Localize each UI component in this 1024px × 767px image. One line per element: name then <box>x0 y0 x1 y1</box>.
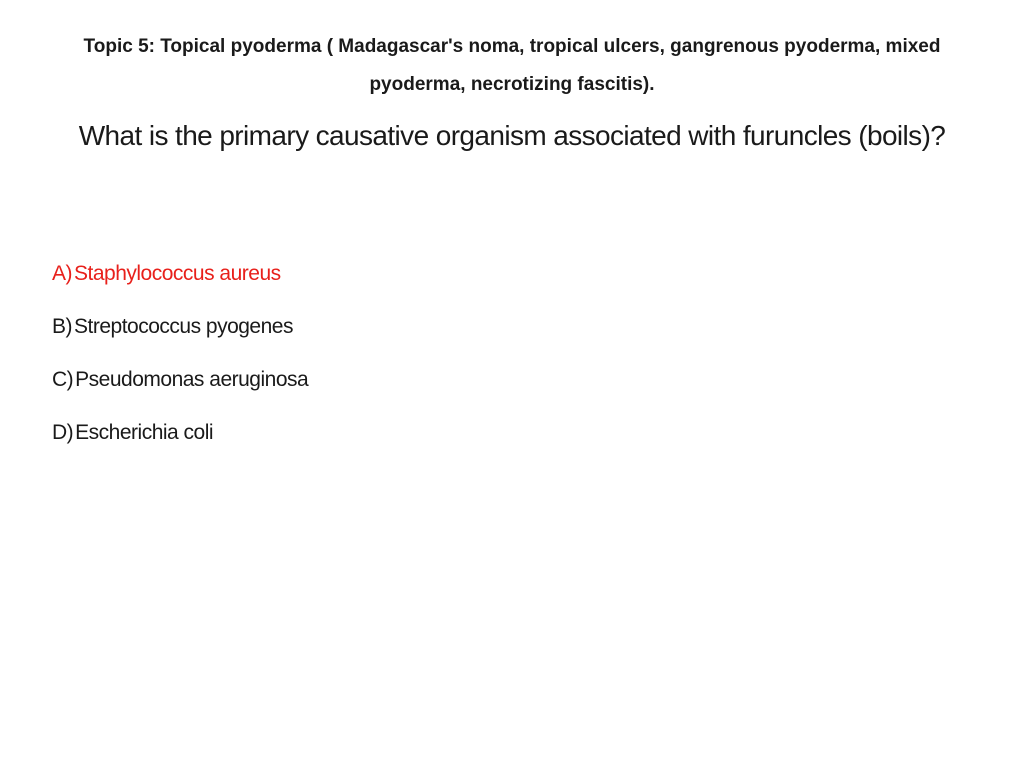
option-text: Staphylococcus aureus <box>74 262 281 285</box>
option-letter: B) <box>52 315 72 338</box>
answer-options <box>52 254 752 466</box>
option-text: Escherichia coli <box>75 421 214 444</box>
option-c <box>52 360 752 400</box>
option-d <box>52 413 752 453</box>
option-a <box>52 254 752 294</box>
option-text: Streptococcus pyogenes <box>74 315 293 338</box>
topic-heading: Topic 5: Topical pyoderma ( Madagascar's noma, tropical ulcers, gangrenous pyoderma, mixed pyoderma, necrotizing fascitis). <box>83 36 941 95</box>
option-letter: D) <box>52 421 74 444</box>
option-b <box>52 307 752 347</box>
question-text: What is the primary causative organism associated with furuncles (boils)? <box>78 120 946 151</box>
option-text: Pseudomonas aeruginosa <box>75 368 309 391</box>
option-letter: A) <box>52 262 72 285</box>
option-letter: C) <box>52 368 74 391</box>
